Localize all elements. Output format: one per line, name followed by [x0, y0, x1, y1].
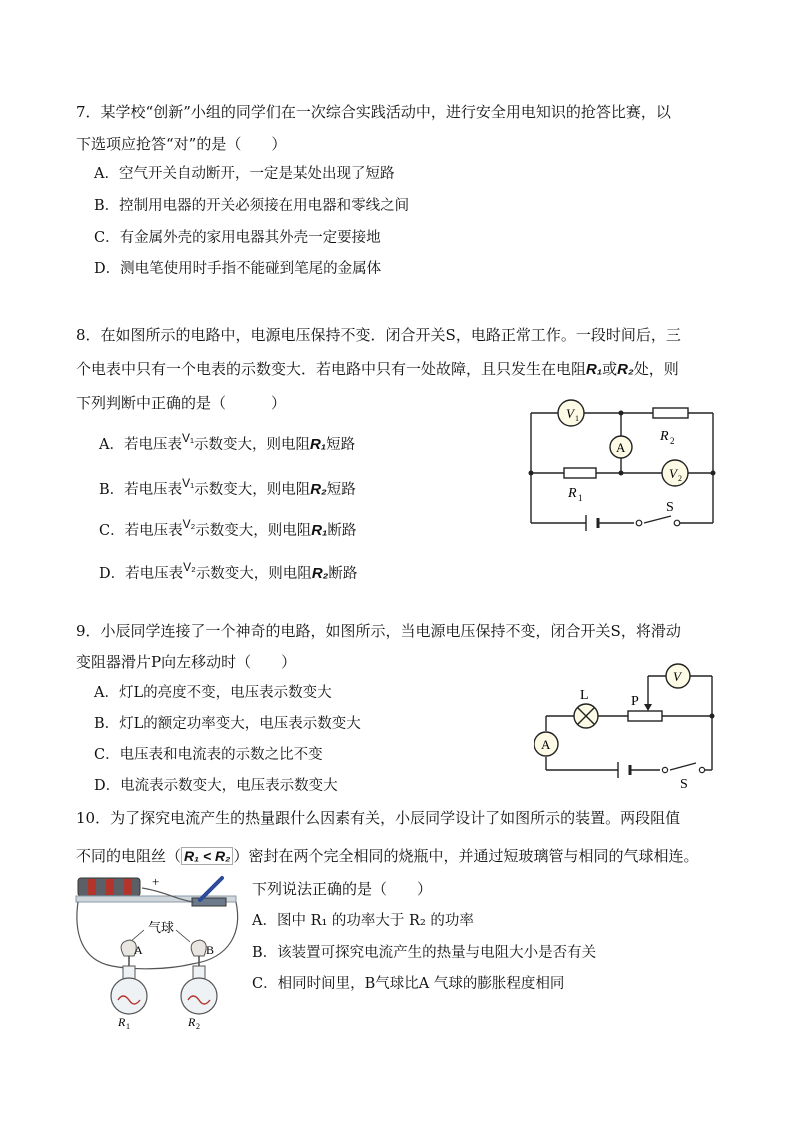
- q10-option-b: B．该装置可探究电流产生的热量与电阻大小是否有关: [252, 945, 597, 961]
- q7-stem-line2: 下选项应抢答“对”的是（ ）: [76, 135, 287, 153]
- svg-text:R: R: [568, 486, 577, 501]
- q10-stem-line1: 10．为了探究电流产生的热量跟什么因素有关，小辰同学设计了如图所示的装置。两段阻值: [76, 809, 681, 827]
- svg-text:2: 2: [678, 474, 682, 483]
- svg-text:A: A: [541, 737, 551, 752]
- rheostat: [628, 711, 662, 721]
- svg-text:S: S: [680, 777, 688, 790]
- q7-option-c: C．有金属外壳的家用电器其外壳一定要接地: [94, 230, 381, 246]
- q10-option-c: C．相同时间里，B气球比A 气球的膨胀程度相同: [252, 976, 565, 992]
- svg-text:1: 1: [126, 1022, 130, 1030]
- svg-text:V: V: [566, 406, 574, 421]
- resistor-r2: [653, 408, 688, 418]
- svg-text:A: A: [134, 943, 143, 957]
- q8-stem-line3: 下列判断中正确的是（ ）: [76, 394, 287, 412]
- svg-text:B: B: [206, 943, 215, 957]
- svg-text:R: R: [118, 1015, 126, 1029]
- q7-option-b: B．控制用电器的开关必须接在用电器和零线之间: [94, 198, 410, 214]
- svg-text:1: 1: [578, 493, 583, 503]
- r1-symbol: R₁: [586, 361, 603, 378]
- q8-option-b: B．若电压表$^{V_1}$示数变大，则电阻R₂短路: [99, 476, 356, 498]
- q9-stem-line1: 9．小辰同学连接了一个神奇的电路，如图所示，当电源电压保持不变，闭合开关S，将滑动: [76, 622, 681, 640]
- q7-option-d: D．测电笔使用时手指不能碰到笔尾的金属体: [94, 261, 382, 277]
- svg-text:1: 1: [575, 414, 579, 423]
- svg-text:A: A: [616, 440, 626, 455]
- q9-circuit-diagram: [534, 660, 718, 790]
- q8-option-c: C．若电压表$^{V_2}$示数变大，则电阻R₁断路: [99, 517, 357, 539]
- q9-option-b: B．灯L的额定功率变大，电压表示数变大: [94, 716, 361, 732]
- q9-stem-line2: 变阻器滑片P向左移动时（ ）: [76, 653, 297, 671]
- inequality-r1-r2: R₁ < R₂: [181, 847, 233, 865]
- svg-text:2: 2: [196, 1022, 200, 1030]
- balloon-b: [191, 940, 206, 956]
- svg-text:+: +: [152, 874, 160, 889]
- svg-text:L: L: [580, 688, 589, 703]
- svg-text:R: R: [660, 429, 669, 444]
- svg-text:P: P: [631, 694, 639, 709]
- svg-text:R: R: [188, 1015, 196, 1029]
- q9-option-c: C．电压表和电流表的示数之比不变: [94, 747, 323, 763]
- q9-option-d: D．电流表示数变大，电压表示数变大: [94, 778, 338, 794]
- q10-stem-line3: 下列说法正确的是（ ）: [252, 880, 433, 898]
- q9-option-a: A．灯L的亮度不变，电压表示数变大: [94, 685, 332, 701]
- q10-option-a: A．图中 R₁ 的功率大于 R₂ 的功率: [252, 913, 474, 929]
- svg-text:V: V: [673, 669, 681, 684]
- q7-stem-line1: 7．某学校“创新”小组的同学们在一次综合实践活动中，进行安全用电知识的抢答比赛，以: [76, 103, 671, 121]
- q10-stem-line2: 不同的电阻丝（ R₁ < R₂ ）密封在两个完全相同的烧瓶中，并通过短玻璃管与相同的气球相连。: [76, 847, 699, 865]
- flask-r2: [181, 966, 217, 1014]
- r2-symbol: R₂: [617, 361, 634, 378]
- svg-text:S: S: [666, 500, 674, 515]
- svg-text:V: V: [669, 466, 677, 481]
- svg-text:2: 2: [670, 436, 675, 446]
- q7-option-a: A．空气开关自动断开，一定是某处出现了短路: [94, 166, 395, 182]
- q8-option-d: D．若电压表$^{V_2}$示数变大，则电阻R₂断路: [99, 560, 358, 582]
- resistor-r1: [564, 468, 596, 478]
- q10-apparatus-figure: [72, 870, 244, 1030]
- q8-stem-line1: 8．在如图所示的电路中，电源电压保持不变．闭合开关S，电路正常工作。一段时间后，三: [76, 326, 681, 344]
- svg-text:气球: 气球: [148, 920, 175, 935]
- q8-option-a: A．若电压表$^{V_1}$示数变大，则电阻R₁短路: [99, 431, 356, 453]
- flask-r1: [111, 966, 147, 1014]
- q8-stem-line2: 个电表中只有一个电表的示数变大．若电路中只有一处故障，且只发生在电阻R₁或R₂处，则: [76, 360, 679, 378]
- q8-circuit-diagram: [526, 398, 718, 534]
